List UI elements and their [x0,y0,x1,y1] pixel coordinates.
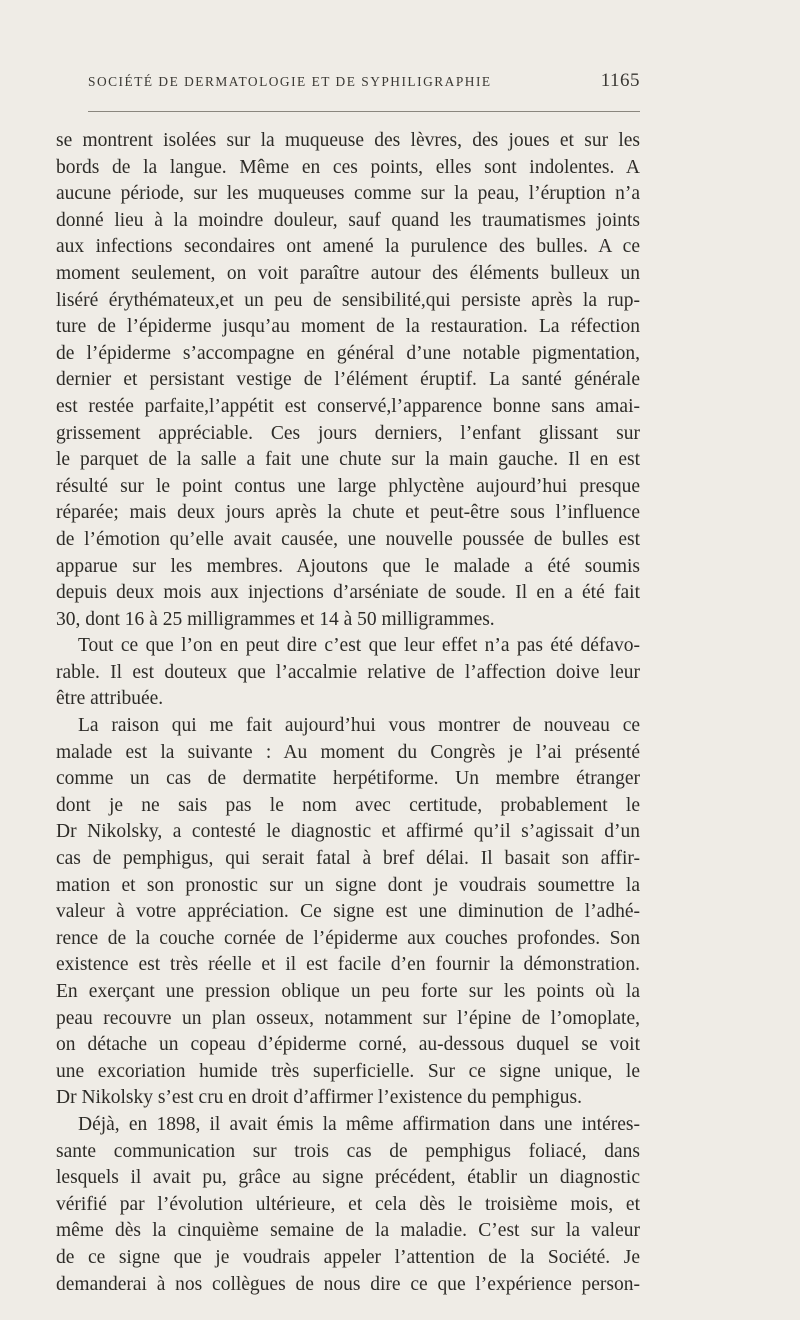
text-line: le parquet de la salle a fait une chute sur la main gauche. Il en est [56,449,640,471]
text-line: grissement appréciable. Ces jours derniers, l’enfant glissant sur [56,422,640,444]
text-line: se montrent isolées sur la muqueuse des lèvres, des joues et sur les [56,130,640,151]
text-line: comme un cas de dermatite herpétiforme. Un membre étranger [56,768,640,790]
text-line: depuis deux mois aux injections d’arséniate de soude. Il en a été fait [56,582,640,604]
text-line: demanderai à nos collègues de nous dire ce que l’expérience person- [56,1273,640,1295]
text-line: mation et son pronostic sur un signe dont je voudrais soumettre la [56,874,640,896]
text-line: même dès la cinquième semaine de la maladie. C’est sur la valeur [56,1220,640,1242]
text-line: de l’épiderme s’accompagne en général d’une notable pigmentation, [56,342,640,364]
page-header [88,70,640,100]
text-line: donné lieu à la moindre douleur, sauf quand les traumatismes joints [56,209,640,231]
text-line: réparée; mais deux jours après la chute et peut-être sous l’influence [56,502,640,524]
text-line: rable. Il est douteux que l’accalmie relative de l’affection doive leur [56,661,640,683]
text-line: moment seulement, on voit paraître autour des éléments bulleux un [56,262,640,284]
text-line: dernier et persistant vestige de l’élément éruptif. La santé générale [56,369,640,391]
text-line: sante communication sur trois cas de pemphigus foliacé, dans [56,1140,640,1162]
text-line: liséré érythémateux,et un peu de sensibilité,qui persiste après la rup- [56,289,640,311]
text-line: malade est la suivante : Au moment du Congrès je l’ai présenté [56,741,640,763]
text-line: existence est très réelle et il est facile d’en fournir la démonstration. [56,954,640,976]
text-line: peau recouvre un plan osseux, notamment sur l’épine de l’omoplate, [56,1007,640,1029]
text-line: aucune période, sur les muqueuses comme sur la peau, l’éruption n’a [56,183,640,205]
text-line: lesquels il avait pu, grâce au signe précédent, établir un diagnostic [56,1167,640,1189]
text-line: de l’émotion qu’elle avait causée, une nouvelle poussée de bulles est [56,528,640,550]
text-line: de ce signe que je voudrais appeler l’attention de la Société. Je [56,1246,640,1268]
header-rule [88,111,640,112]
text-line: ture de l’épiderme jusqu’au moment de la restauration. La réfection [56,316,640,338]
text-line: Dr Nikolsky s’est cru en droit d’affirmer l’existence du pemphigus. [56,1087,583,1109]
text-line: être attribuée. [56,688,164,710]
text-line: valeur à votre appréciation. Ce signe est une diminution de l’adhé- [56,901,640,923]
body-text [56,128,640,1298]
text-line: Déjà, en 1898, il avait émis la même affirmation dans une intéres- [78,1113,640,1135]
text-line: dont je ne sais pas le nom avec certitude, probablement le [56,794,640,816]
text-line: 30, dont 16 à 25 milligrammes et 14 à 50 milligrammes. [56,608,495,630]
running-title: SOCIÉTÉ DE DERMATOLOGIE ET DE SYPHILIGRAPHIE [88,74,492,89]
text-line: En exerçant une pression oblique un peu forte sur les points où la [56,981,640,1002]
text-line: une excoriation humide très superficielle. Sur ce signe unique, le [56,1060,640,1082]
text-line: est restée parfaite,l’appétit est conservé,l’apparence bonne sans amai- [56,395,640,417]
text-line: rence de la couche cornée de l’épiderme aux couches profondes. Son [56,927,640,949]
text-line: aux infections secondaires ont amené la purulence des bulles. A ce [56,236,640,258]
text-line: apparue sur les membres. Ajoutons que le malade a été soumis [56,555,640,577]
text-line: bords de la langue. Même en ces points, elles sont indolentes. A [56,156,640,178]
text-line: vérifié par l’évolution ultérieure, et cela dès le troisième mois, et [56,1193,640,1215]
text-line: on détache un copeau d’épiderme corné, au-dessous duquel se voit [56,1034,640,1056]
page-number: 1165 [600,70,640,91]
text-line: Dr Nikolsky, a contesté le diagnostic et affirmé qu’il s’agissait d’un [56,821,640,843]
text-line: Tout ce que l’on en peut dire c’est que leur effet n’a pas été défavo- [78,635,640,657]
text-line: résulté sur le point contus une large phlyctène aujourd’hui presque [56,475,640,497]
text-line: La raison qui me fait aujourd’hui vous montrer de nouveau ce [78,715,640,737]
text-line: cas de pemphigus, qui serait fatal à bref délai. Il basait son affir- [56,848,640,870]
